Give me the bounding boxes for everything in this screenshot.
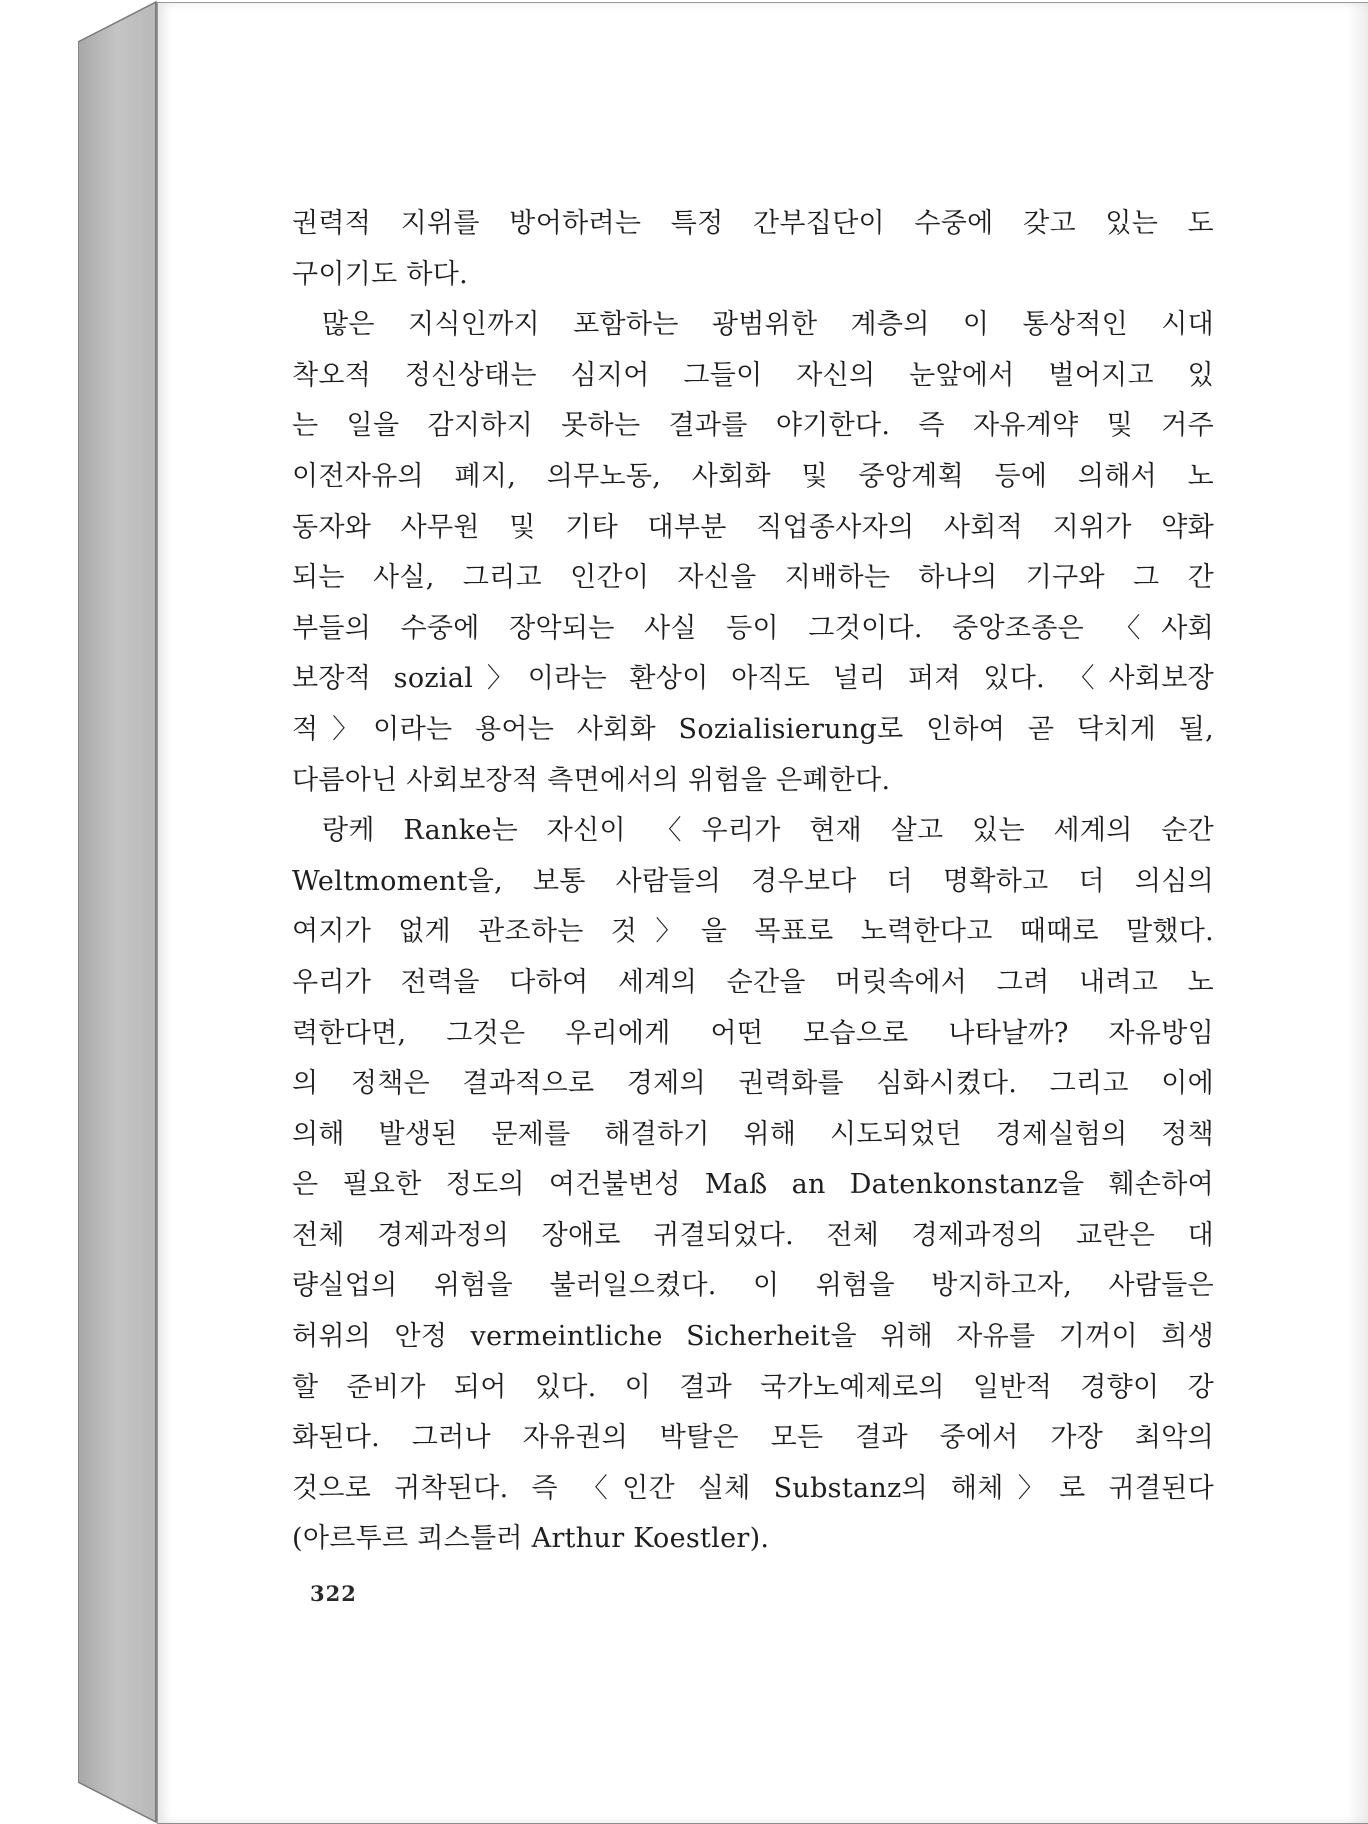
page-body-text [292,199,1214,1565]
text-line: 권력적 지위를 방어하려는 특정 간부집단이 수중에 갖고 있는 도 [292,208,1214,239]
book-spine [78,0,158,1824]
text-line: 여지가 없게 관조하는 것〉을 목표로 노력한다고 때때로 말했다. [292,916,1214,948]
text-line: 의 정책은 결과적으로 경제의 권력화를 심화시켰다. 그리고 이에 [292,1068,1214,1100]
text-line: 은 필요한 정도의 여건불변성 Maß an Datenkonstanz을 훼손하여 [292,1169,1214,1201]
text-line: 력한다면, 그것은 우리에게 어떤 모습으로 나타날까? 자유방임 [292,1017,1214,1049]
text-line: 착오적 정신상태는 심지어 그들이 자신의 눈앞에서 벌어지고 있 [292,359,1214,391]
text-line: 화된다. 그러나 자유권의 박탈은 모든 결과 중에서 가장 최악의 [292,1422,1214,1454]
text-line: 구이기도 하다. [292,258,469,290]
text-line: 적〉이라는 용어는 사회화 Sozialisierung로 인하여 곧 닥치게 될, [292,713,1214,745]
text-line: (아르투르 쾨스틀러 Arthur Koestler). [292,1523,770,1555]
text-line: 이전자유의 폐지, 의무노동, 사회화 및 중앙계획 등에 의해서 노 [292,460,1214,492]
text-line: 되는 사실, 그리고 인간이 자신을 지배하는 하나의 기구와 그 간 [292,562,1214,594]
text-line: 우리가 전력을 다하여 세계의 순간을 머릿속에서 그려 내려고 노 [292,966,1214,998]
text-line: 허위의 안정 vermeintliche Sicherheit을 위해 자유를 기꺼이 희생 [292,1321,1214,1353]
text-line: 것으로 귀착된다. 즉 〈인간 실체 Substanz의 해체〉로 귀결된다 [292,1472,1214,1504]
text-line: 동자와 사무원 및 기타 대부분 직업종사자의 사회적 지위가 약화 [292,511,1214,543]
text-line: 다름아닌 사회보장적 측면에서의 위험을 은폐한다. [292,764,891,796]
text-line: 많은 지식인까지 포함하는 광범위한 계층의 이 통상적인 시대 [322,309,1214,341]
book-page [157,2,1368,1824]
text-line: 부들의 수중에 장악되는 사실 등이 그것이다. 중앙조종은 〈사회 [292,612,1214,644]
text-line: 랑케 Ranke는 자신이 〈우리가 현재 살고 있는 세계의 순간 [322,815,1214,847]
book-spine-shape [78,0,158,1824]
text-line: 는 일을 감지하지 못하는 결과를 야기한다. 즉 자유계약 및 거주 [292,410,1214,442]
text-line: 전체 경제과정의 장애로 귀결되었다. 전체 경제과정의 교란은 대 [292,1219,1214,1251]
page-number: 322 [310,1581,357,1606]
text-line: 할 준비가 되어 있다. 이 결과 국가노예제로의 일반적 경향이 강 [292,1371,1214,1403]
text-line: 의해 발생된 문제를 해결하기 위해 시도되었던 경제실험의 정책 [292,1118,1214,1150]
text-line: 량실업의 위험을 불러일으켰다. 이 위험을 방지하고자, 사람들은 [292,1270,1214,1302]
text-line: 보장적 sozial〉이라는 환상이 아직도 널리 퍼져 있다. 〈사회보장 [292,663,1214,695]
text-line: Weltmoment을, 보통 사람들의 경우보다 더 명확하고 더 의심의 [292,865,1214,897]
